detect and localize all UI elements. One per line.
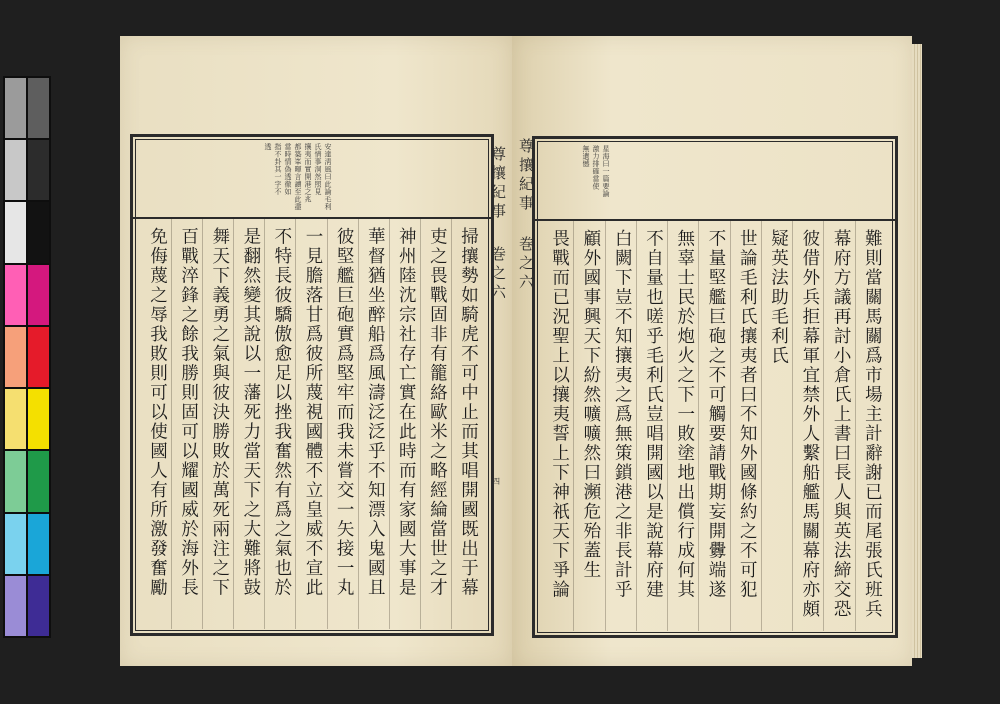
page-edge [912, 44, 922, 658]
right-text-column: 不量堅艦巨砲之不可觸要請戰期妄開釁端遂 [706, 229, 726, 600]
column-rule [761, 221, 762, 631]
column-rule [358, 219, 359, 629]
left-commentary-band [133, 137, 491, 219]
left-text-column: 彼堅艦巨砲實爲堅牢而我未嘗交一矢接一丸 [334, 227, 355, 598]
right-page [512, 36, 912, 666]
left-text-column: 不特長彼驕傲愈足以挫我奮然有爲之氣也於 [271, 227, 292, 598]
right-commentary-line: 星海曰一篇要論 [602, 145, 610, 198]
right-text-column: 世論毛利氏攘夷者曰不知外國條約之不可犯 [737, 229, 758, 600]
checker-patch [5, 327, 26, 387]
right-text-column: 白闕下豈不知攘夷之爲無策鎖港之非長計乎 [612, 229, 633, 600]
left-text-column: 是翻然變其說以一藩死力當天下之大難將鼓 [240, 227, 261, 598]
checker-patch [5, 576, 26, 636]
left-commentary-line: 指不卦其一字不 [274, 143, 282, 196]
column-rule [573, 221, 574, 631]
column-rule [264, 219, 265, 629]
left-folio: 四 [492, 477, 500, 486]
column-rule [730, 221, 731, 631]
column-rule [327, 219, 328, 629]
checker-patch [28, 514, 49, 574]
left-commentary-line: 當時情偽透徹如 [284, 143, 292, 196]
checker-patch [28, 389, 49, 449]
column-rule [698, 221, 699, 631]
right-running-head: 尊攘紀事 [517, 138, 535, 214]
column-rule [451, 219, 452, 629]
column-rule [420, 219, 421, 629]
right-text-column: 彼借外兵拒幕軍宜禁外人繫船艦馬關幕府亦頗 [799, 229, 820, 619]
column-rule [171, 219, 172, 629]
left-text-column: 免侮蔑之辱我敗則可以使國人有所激發奮勵 [147, 227, 168, 598]
checker-patch [5, 140, 26, 200]
left-commentary-line: 透 [264, 143, 272, 151]
right-text-column: 難則當關馬關爲市場主計辭謝已而尾張氏班兵 [862, 229, 883, 619]
checker-patch [28, 327, 49, 387]
checker-patch [28, 78, 49, 138]
right-commentary-line: 無遺憾 [582, 145, 590, 168]
left-text-column: 一見膽落甘爲彼所蔑視國體不立皇威不宣此 [303, 227, 323, 598]
color-checker-card [3, 76, 51, 638]
left-volume-label: 巻之六 [489, 246, 507, 303]
checker-patch [28, 140, 49, 200]
column-rule [389, 219, 390, 629]
checker-patch [28, 451, 49, 511]
checker-patch [5, 514, 26, 574]
checker-patch [28, 202, 49, 262]
column-rule [855, 221, 856, 631]
right-text-column: 不自量也嗟乎毛利氏豈唱開國以是說幕府建 [643, 229, 664, 600]
left-running-head: 尊攘紀事 [489, 146, 507, 222]
column-rule [295, 219, 296, 629]
checker-patch [5, 202, 26, 262]
right-commentary-line: 激力排確當使 [592, 145, 600, 190]
left-text-column: 舞天下義勇之氣與彼決勝敗於萬死兩注之下 [209, 227, 230, 598]
checker-patch [5, 78, 26, 138]
right-volume-label: 巻之六 [517, 236, 535, 293]
left-text-column: 神州陸沈宗社存亡實在此時而有家國大事是 [396, 227, 417, 598]
left-page [120, 36, 512, 666]
right-text-column: 幕府方議再討小倉氏上書曰長人與英法締交恐 [831, 229, 852, 619]
right-text-column: 無辜士民於炮火之下一敗塗地出償行成何其 [674, 229, 695, 600]
column-rule [202, 219, 203, 629]
column-rule [605, 221, 606, 631]
column-rule [792, 221, 793, 631]
left-commentary-line: 攘夷而實開港之兆 [304, 143, 312, 203]
column-rule [233, 219, 234, 629]
column-rule [823, 221, 824, 631]
left-text-frame [130, 134, 494, 636]
checker-patch [28, 265, 49, 325]
left-text-column: 華督猶坐醉船爲風濤泛泛乎不知漂入鬼國且 [365, 227, 386, 598]
left-commentary-line: 都築峯暉言讀至此盡 [294, 143, 302, 211]
right-text-column: 畏戰而已況聖上以攘夷誓上下神祇天下爭論 [549, 229, 570, 600]
column-rule [636, 221, 637, 631]
checker-patch [5, 451, 26, 511]
column-rule [667, 221, 668, 631]
open-book [120, 36, 912, 666]
left-commentary-line: 氏情事洞然照見 [314, 143, 322, 196]
checker-patch [5, 265, 26, 325]
right-text-frame [532, 136, 898, 638]
left-text-column: 掃攘勢如騎虎不可中止而其唱開國既出于幕 [458, 227, 479, 598]
left-commentary-line: 安達淸風曰此論毛利 [324, 143, 332, 211]
checker-patch [28, 576, 49, 636]
checker-patch [5, 389, 26, 449]
right-text-column: 顧外國事興天下紛然嚝嚝然曰瀕危殆蓋生 [580, 229, 601, 580]
right-text-column: 疑英法助毛利氏 [768, 229, 789, 366]
left-text-column: 百戰淬鋒之餘我勝則固可以耀國威於海外長 [178, 227, 199, 598]
left-text-column: 吏之畏戰固非有籠絡歐米之略經綸當世之才 [427, 227, 448, 598]
